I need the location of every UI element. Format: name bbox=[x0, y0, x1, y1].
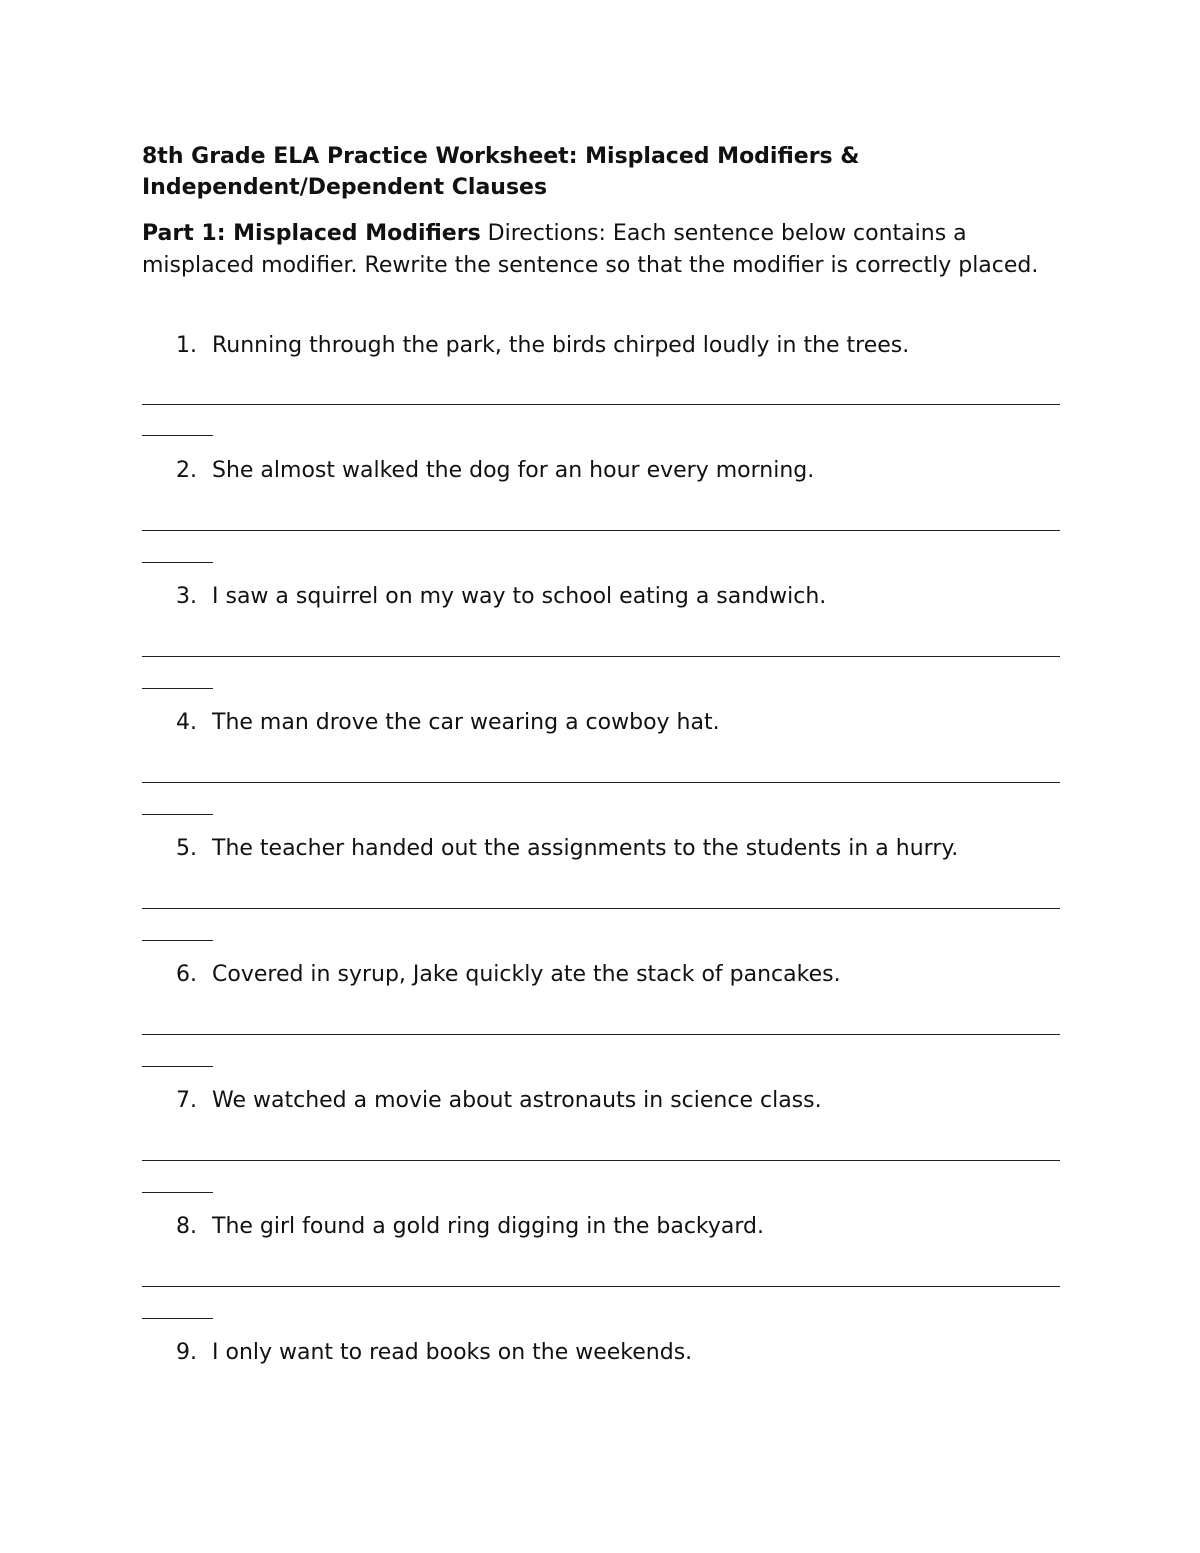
question-9 bbox=[176, 1338, 692, 1368]
answer-line-1[interactable] bbox=[142, 404, 1060, 405]
question-text: She almost walked the dog for an hour every morning. bbox=[212, 458, 815, 483]
answer-line-8-continued[interactable] bbox=[142, 1318, 213, 1319]
question-text: I saw a squirrel on my way to school eating a sandwich. bbox=[212, 584, 827, 609]
answer-line-3[interactable] bbox=[142, 656, 1060, 657]
question-8 bbox=[176, 1212, 764, 1242]
question-text: The man drove the car wearing a cowboy hat. bbox=[212, 710, 720, 735]
question-5 bbox=[176, 834, 958, 864]
question-1 bbox=[176, 331, 909, 361]
answer-line-4[interactable] bbox=[142, 782, 1060, 783]
part1-directions bbox=[142, 218, 1052, 282]
question-7 bbox=[176, 1086, 822, 1116]
question-text: Covered in syrup, Jake quickly ate the stack of pancakes. bbox=[212, 962, 841, 987]
question-number: 6. bbox=[176, 962, 197, 987]
answer-line-8[interactable] bbox=[142, 1286, 1060, 1287]
answer-line-4-continued[interactable] bbox=[142, 814, 213, 815]
title-line-2: Independent/Dependent Clauses bbox=[142, 175, 548, 200]
question-number: 1. bbox=[176, 333, 197, 358]
title-line-1: 8th Grade ELA Practice Worksheet: Misplaced Modifiers & bbox=[142, 144, 860, 169]
answer-line-3-continued[interactable] bbox=[142, 688, 213, 689]
answer-line-7[interactable] bbox=[142, 1160, 1060, 1161]
answer-line-6-continued[interactable] bbox=[142, 1066, 213, 1067]
worksheet-title bbox=[142, 141, 1042, 203]
question-text: I only want to read books on the weekends. bbox=[212, 1340, 693, 1365]
question-number: 4. bbox=[176, 710, 197, 735]
answer-line-5[interactable] bbox=[142, 908, 1060, 909]
answer-line-2[interactable] bbox=[142, 530, 1060, 531]
question-text: Running through the park, the birds chirped loudly in the trees. bbox=[212, 333, 910, 358]
question-number: 9. bbox=[176, 1340, 197, 1365]
question-text: The teacher handed out the assignments to the students in a hurry. bbox=[212, 836, 959, 861]
question-2 bbox=[176, 456, 814, 486]
part1-directions-text: Directions: Each sentence below contains a misplaced modifier. Rewrite the sentence so that the modifier is correctly placed. bbox=[142, 221, 1039, 278]
question-number: 3. bbox=[176, 584, 197, 609]
answer-line-1-continued[interactable] bbox=[142, 435, 213, 436]
answer-line-5-continued[interactable] bbox=[142, 940, 213, 941]
question-number: 8. bbox=[176, 1214, 197, 1239]
question-text: The girl found a gold ring digging in the backyard. bbox=[212, 1214, 764, 1239]
part1-heading: Part 1: Misplaced Modifiers bbox=[142, 221, 481, 246]
question-text: We watched a movie about astronauts in science class. bbox=[212, 1088, 822, 1113]
answer-line-2-continued[interactable] bbox=[142, 562, 213, 563]
question-3 bbox=[176, 582, 826, 612]
question-4 bbox=[176, 708, 720, 738]
question-number: 5. bbox=[176, 836, 197, 861]
answer-line-7-continued[interactable] bbox=[142, 1192, 213, 1193]
question-number: 2. bbox=[176, 458, 197, 483]
answer-line-6[interactable] bbox=[142, 1034, 1060, 1035]
question-number: 7. bbox=[176, 1088, 197, 1113]
question-6 bbox=[176, 960, 841, 990]
